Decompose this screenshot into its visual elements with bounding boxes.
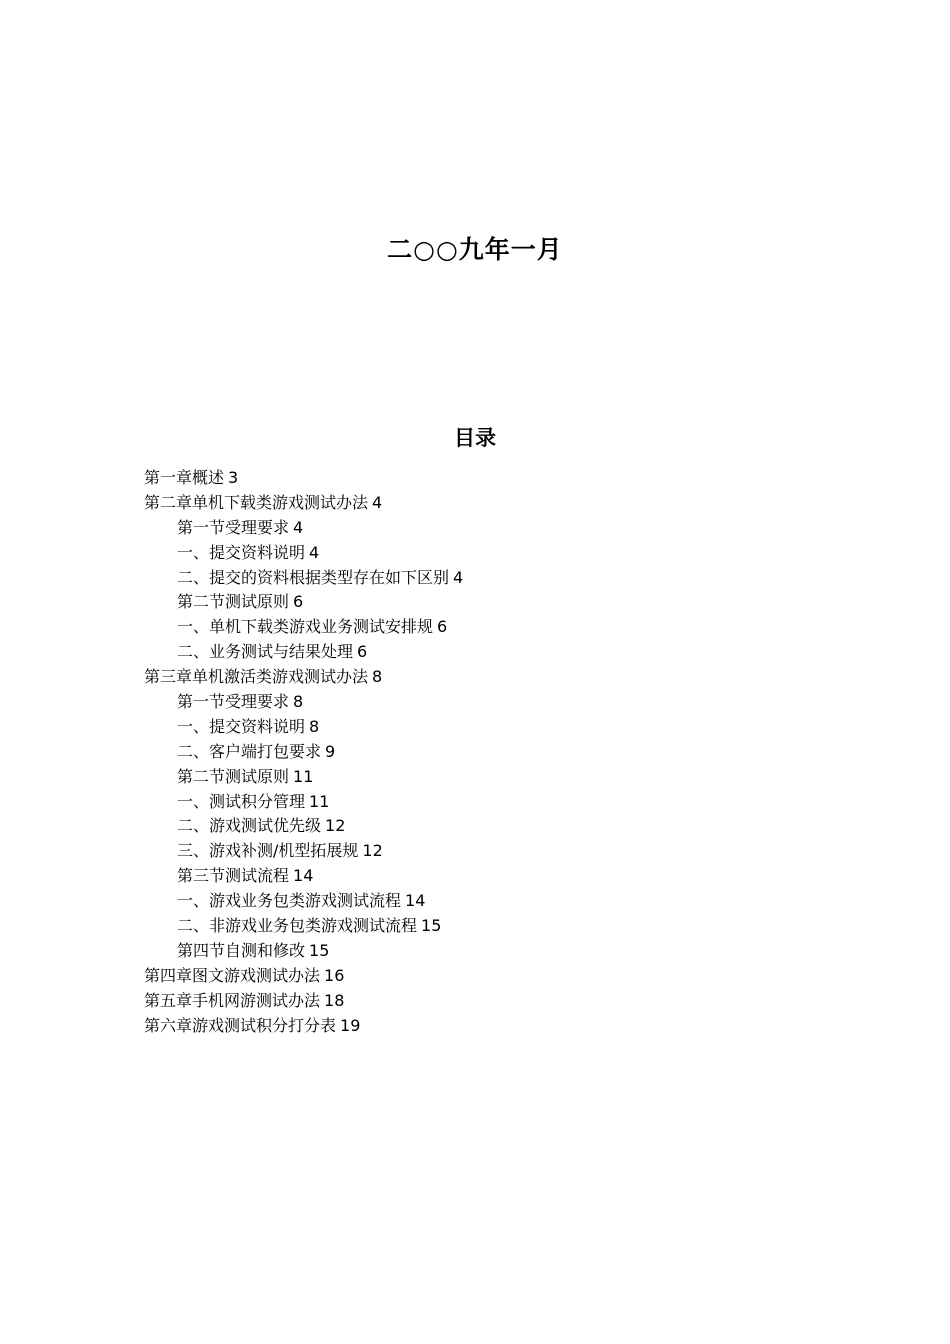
toc-entry-title: 第三节测试流程 xyxy=(177,866,290,886)
toc-entry-page-number: 18 xyxy=(324,990,345,1010)
toc-entry-page-number: 12 xyxy=(362,841,383,861)
toc-entry[interactable] xyxy=(144,590,844,615)
toc-entry-page-number: 4 xyxy=(309,542,320,562)
toc-entry[interactable] xyxy=(144,690,844,715)
toc-entry-page-number: 4 xyxy=(372,492,383,512)
toc-entry[interactable] xyxy=(144,640,844,665)
toc-entry-title: 一、提交资料说明 xyxy=(177,716,306,736)
date-heading: 二○○九年一月 xyxy=(387,235,563,264)
toc-entry-page-number: 8 xyxy=(293,692,304,712)
toc-entry[interactable] xyxy=(144,989,844,1014)
toc-entry-page-number: 4 xyxy=(453,567,464,587)
toc-entry-title: 一、游戏业务包类游戏测试流程 xyxy=(177,891,402,911)
table-of-contents xyxy=(144,466,844,1038)
toc-entry-title: 二、非游戏业务包类游戏测试流程 xyxy=(177,916,418,936)
toc-entry[interactable] xyxy=(144,914,844,939)
toc-entry-title: 第六章游戏测试积分打分表 xyxy=(144,1015,337,1035)
toc-entry-page-number: 14 xyxy=(293,866,314,886)
toc-entry-title: 第一节受理要求 xyxy=(177,692,290,712)
toc-entry-page-number: 16 xyxy=(324,965,345,985)
toc-title: 目录 xyxy=(454,426,496,450)
toc-entry[interactable] xyxy=(144,964,844,989)
toc-entry-title: 第一节受理要求 xyxy=(177,517,290,537)
toc-entry[interactable] xyxy=(144,1014,844,1039)
toc-entry-title: 二、游戏测试优先级 xyxy=(177,816,322,836)
toc-entry-page-number: 9 xyxy=(325,741,336,761)
toc-entry-page-number: 14 xyxy=(405,891,426,911)
toc-entry[interactable] xyxy=(144,491,844,516)
toc-entry-title: 第五章手机网游测试办法 xyxy=(144,990,321,1010)
toc-entry[interactable] xyxy=(144,790,844,815)
toc-entry-page-number: 6 xyxy=(357,642,368,662)
toc-entry-page-number: 6 xyxy=(293,592,304,612)
toc-entry[interactable] xyxy=(144,615,844,640)
toc-entry-title: 二、客户端打包要求 xyxy=(177,741,322,761)
toc-entry-title: 一、单机下载类游戏业务测试安排规 xyxy=(177,617,434,637)
toc-entry-title: 二、业务测试与结果处理 xyxy=(177,642,354,662)
toc-entry[interactable] xyxy=(144,889,844,914)
toc-entry-title: 第二章单机下载类游戏测试办法 xyxy=(144,492,369,512)
toc-entry[interactable] xyxy=(144,839,844,864)
toc-entry-page-number: 15 xyxy=(421,916,442,936)
toc-entry[interactable] xyxy=(144,566,844,591)
toc-entry-title: 第四节自测和修改 xyxy=(177,940,306,960)
toc-entry[interactable] xyxy=(144,715,844,740)
toc-entry-title: 一、提交资料说明 xyxy=(177,542,306,562)
toc-entry[interactable] xyxy=(144,939,844,964)
toc-entry[interactable] xyxy=(144,466,844,491)
toc-entry[interactable] xyxy=(144,541,844,566)
toc-entry-title: 第一章概述 xyxy=(144,468,225,487)
toc-entry-title: 第二节测试原则 xyxy=(177,592,290,612)
toc-entry-page-number: 15 xyxy=(309,940,330,960)
toc-entry-page-number: 8 xyxy=(372,667,383,687)
toc-entry[interactable] xyxy=(144,740,844,765)
toc-entry-title: 一、测试积分管理 xyxy=(177,791,306,811)
toc-entry-page-number: 11 xyxy=(309,791,330,811)
toc-entry[interactable] xyxy=(144,665,844,690)
toc-entry-page-number: 19 xyxy=(340,1015,361,1035)
toc-entry-title: 三、游戏补测/机型拓展规 xyxy=(177,841,359,861)
toc-entry[interactable] xyxy=(144,864,844,889)
toc-entry-page-number: 3 xyxy=(228,468,239,487)
toc-entry-page-number: 4 xyxy=(293,517,304,537)
toc-entry-page-number: 8 xyxy=(309,716,320,736)
toc-entry-page-number: 11 xyxy=(293,766,314,786)
toc-entry-title: 第四章图文游戏测试办法 xyxy=(144,965,321,985)
toc-entry[interactable] xyxy=(144,814,844,839)
toc-entry-title: 第二节测试原则 xyxy=(177,766,290,786)
toc-entry[interactable] xyxy=(144,516,844,541)
toc-entry[interactable] xyxy=(144,765,844,790)
toc-entry-page-number: 12 xyxy=(325,816,346,836)
toc-entry-title: 第三章单机激活类游戏测试办法 xyxy=(144,667,369,687)
toc-entry-title: 二、提交的资料根据类型存在如下区别 xyxy=(177,567,450,587)
toc-entry-page-number: 6 xyxy=(437,617,448,637)
